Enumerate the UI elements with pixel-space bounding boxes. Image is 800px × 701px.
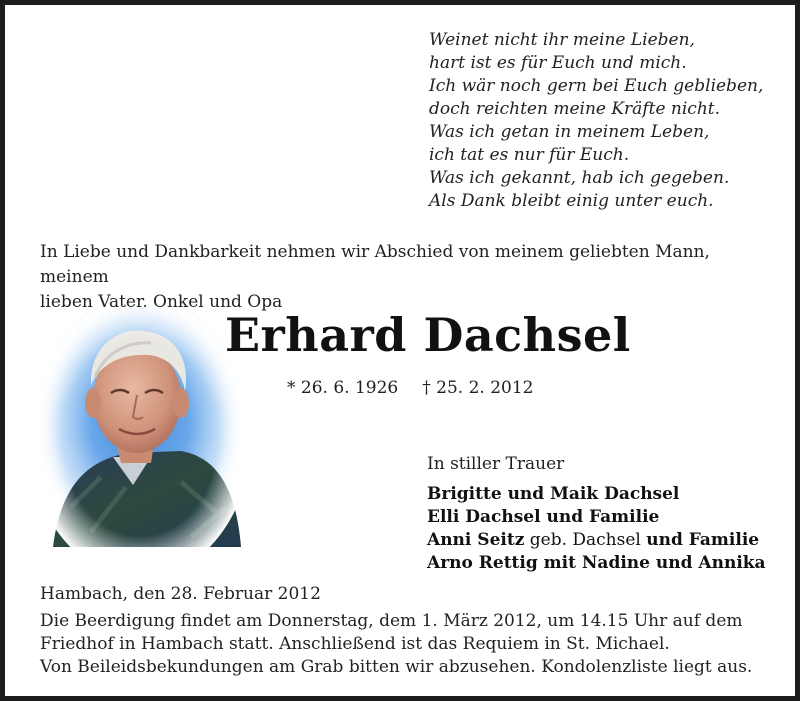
intro-line: lieben Vater, Onkel und Opa [40,292,283,312]
deceased-name: Erhard Dachsel [225,308,631,362]
mourner-line [427,529,787,552]
funeral-line: Die Beerdigung findet am Donnerstag, dem 1. März 2012, um 14.15 Uhr auf dem [40,611,743,631]
poem-line: doch reichten meine Kräfte nicht. [429,99,721,119]
funeral-line: Friedhof in Hambach statt. Anschließend ist das Requiem in St. Michael. [40,634,670,654]
mourning-label: In stiller Trauer [427,454,565,474]
birth-date: * 26. 6. 1926 [287,378,399,398]
mourner-family: und Familie [646,530,760,550]
poem-line: Weinet nicht ihr meine Lieben, [429,30,695,50]
condolence-note: Von Beileidsbekundungen am Grab bitten wir abzusehen. Kondolenzliste liegt aus. [40,657,753,677]
memorial-poem [429,29,799,213]
funeral-details [40,583,780,679]
mourner-name: Arno Rettig mit Nadine und Annika [427,553,766,573]
mourner-line [427,506,787,529]
mourner-name: Brigitte und Maik Dachsel [427,484,680,504]
poem-line: Was ich getan in meinem Leben, [429,122,710,142]
poem-line: Was ich gekannt, hab ich gegeben. [429,168,730,188]
intro-line: In Liebe und Dankbarkeit nehmen wir Abschied von meinem geliebten Mann, meinem [40,242,710,287]
poem-line: hart ist es für Euch und mich. [429,53,687,73]
death-date: † 25. 2. 2012 [422,378,534,398]
maiden-name: geb. Dachsel [524,530,647,550]
poem-line: Als Dank bleibt einig unter euch. [429,191,714,211]
mourner-line [427,483,787,506]
mourner-line [427,552,787,575]
mourner-name: Elli Dachsel und Familie [427,507,660,527]
poem-line: Ich wär noch gern bei Euch geblieben, [429,76,764,96]
place-date: Hambach, den 28. Februar 2012 [40,584,321,604]
poem-line: ich tat es nur für Euch. [429,145,630,165]
mourners-block [427,453,787,575]
mourner-name: Anni Seitz [427,530,525,550]
life-dates [287,377,533,399]
farewell-intro [40,240,780,315]
portrait-photo [31,307,249,569]
